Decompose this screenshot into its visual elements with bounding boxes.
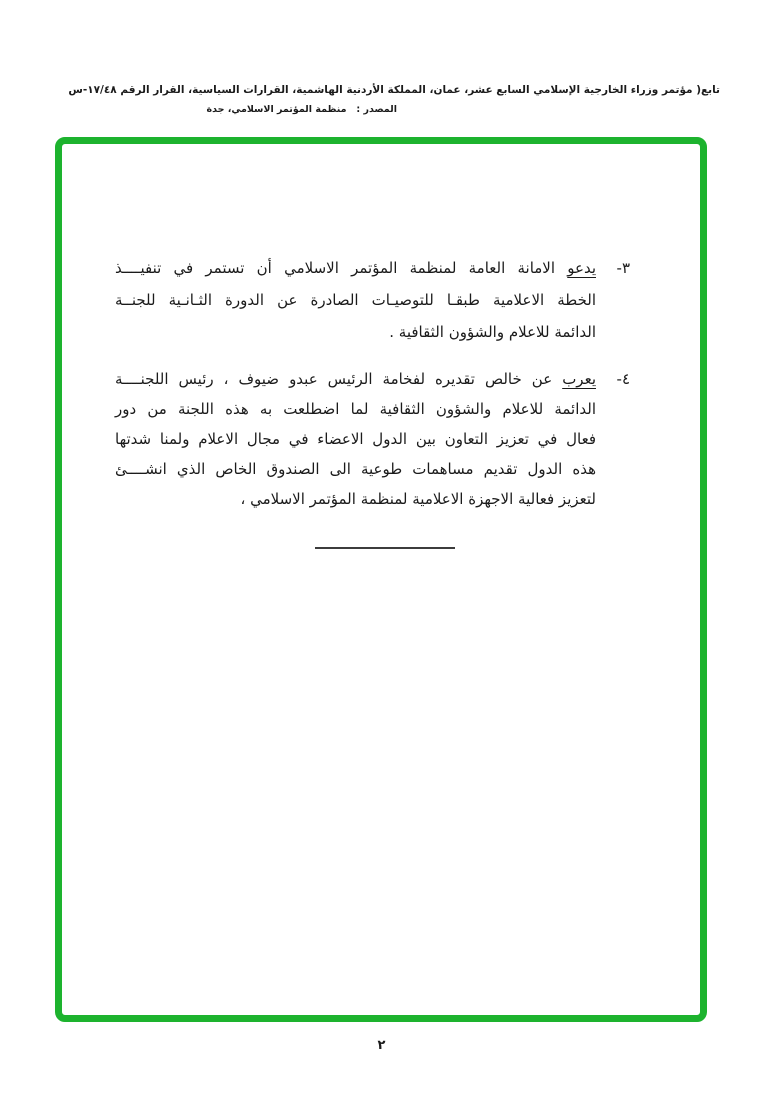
paragraph-line: الدائمة للاعلام والشؤون الثقافية لما اضطلعت به هذه اللجنة من دور [115, 400, 596, 418]
paragraph-4 [115, 364, 630, 514]
paragraph-3-number: ٣- [616, 259, 630, 277]
paragraph-line: الخطة الاعلامية طبقـا للتوصيـات الصادرة عن الدورة الثـانـية للجنــة [115, 291, 596, 309]
paragraph-line-text: الامانة العامة لمنظمة المؤتمر الاسلامي أن تستمر في تنفيــــذ [115, 259, 568, 277]
underlined-term: يعرب [562, 370, 596, 388]
paragraph-3-text [115, 252, 596, 348]
paragraph-line: الدائمة للاعلام والشؤون الثقافية . [389, 323, 596, 341]
document-frame [55, 137, 707, 1022]
document-body [115, 252, 630, 514]
paragraph-line [115, 364, 596, 394]
page-number: ٢ [377, 1038, 386, 1053]
paragraph-line-text: عن خالص تقديره لفخامة الرئيس عبدو ضيوف ، رئيس اللجنــــة [115, 370, 563, 388]
paragraph-4-number: ٤- [616, 370, 630, 388]
document-header-reference: تابع( مؤتمر وزراء الخارجية الإسلامي السابع عشر، عمان، المملكة الأردنية الهاشمية، القرارات السياسية، القرار الرقم ١٧/٤٨-س [68, 84, 720, 96]
document-source: المصدر : منظمة المؤتمر الاسلامي، جدة [206, 104, 397, 115]
paragraph-3 [115, 252, 630, 348]
section-divider [315, 547, 455, 549]
paragraph-line [115, 252, 596, 284]
paragraph-4-text [115, 364, 596, 514]
paragraph-line: فعال في تعزيز التعاون بين الدول الاعضاء في مجال الاعلام ولمنا شدتها [115, 430, 596, 448]
paragraph-line: هذه الدول تقديم مساهمات طوعية الى الصندوق الخاص الذي انشــــئ [115, 460, 596, 478]
paragraph-line: لتعزيز فعالية الاجهزة الاعلامية لمنظمة المؤتمر الاسلامي ، [240, 490, 596, 508]
underlined-term: يدعو [567, 259, 596, 277]
